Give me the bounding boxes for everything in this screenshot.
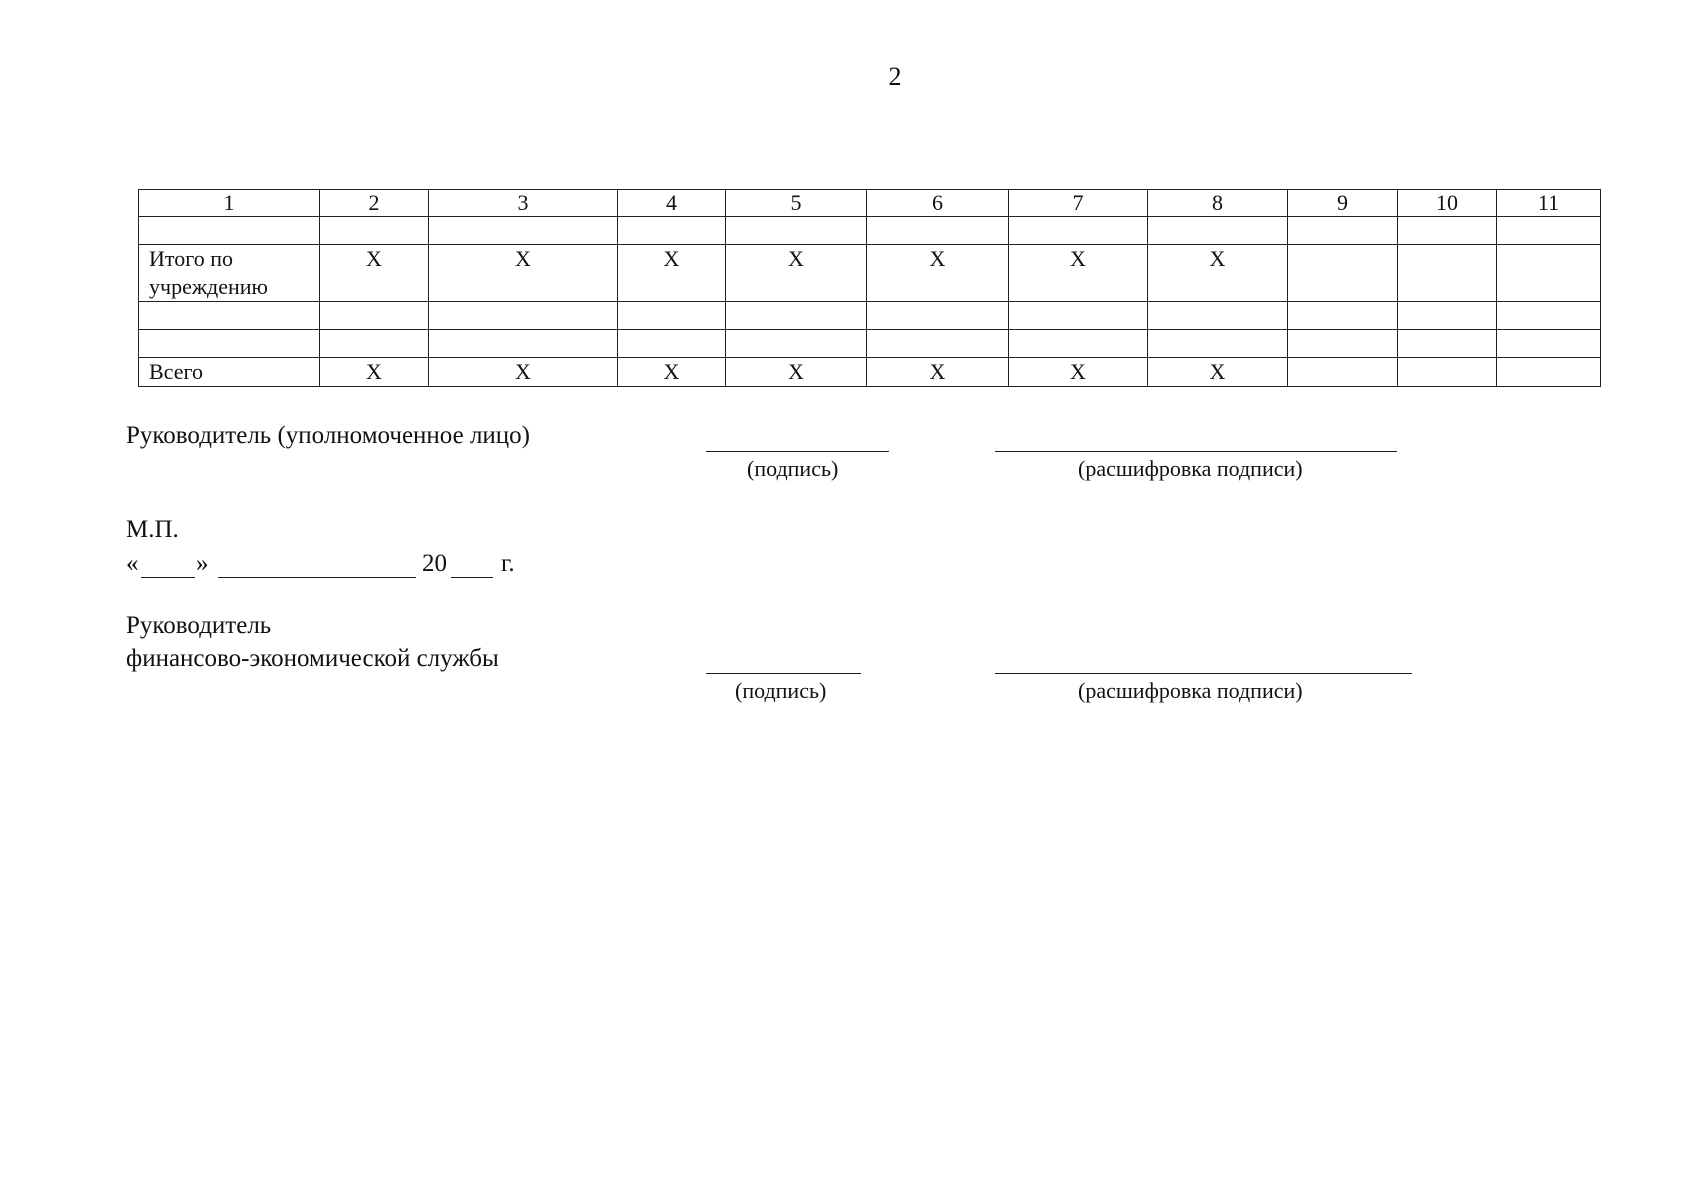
table-cell (1497, 245, 1601, 302)
date-year-suffix: г. (501, 550, 515, 577)
column-number-cell: 7 (1009, 190, 1148, 217)
table-cell (867, 217, 1009, 245)
signature-decode-line (995, 673, 1412, 674)
table-cell (867, 330, 1009, 358)
signature-decode-line (995, 451, 1397, 452)
page-number: 2 (888, 62, 902, 91)
table-cell (1497, 217, 1601, 245)
column-number-cell: 11 (1497, 190, 1601, 217)
table-cell: X (320, 245, 429, 302)
table-cell (726, 302, 867, 330)
table-cell (1398, 245, 1497, 302)
signature-line (706, 673, 861, 674)
table-row (139, 217, 1601, 245)
column-number-cell: 1 (139, 190, 320, 217)
table-cell (429, 217, 618, 245)
column-number-cell: 9 (1288, 190, 1398, 217)
table-cell (867, 302, 1009, 330)
column-number-cell: 10 (1398, 190, 1497, 217)
budget-table (138, 189, 1601, 387)
finance-head-label-line2: финансово-экономической службы (126, 645, 499, 672)
row-label-cell (139, 330, 320, 358)
table-cell (726, 330, 867, 358)
table-cell (1288, 217, 1398, 245)
date-month-line (218, 577, 416, 578)
table-row (139, 358, 1601, 387)
table-cell (1497, 302, 1601, 330)
table-header-row (139, 190, 1601, 217)
signature-decode-caption: (расшифровка подписи) (1078, 456, 1303, 481)
table-cell: X (429, 245, 618, 302)
table-cell (1288, 302, 1398, 330)
table-row (139, 245, 1601, 302)
table-row (139, 302, 1601, 330)
row-label-cell: Всего (139, 358, 320, 387)
table-cell (1009, 330, 1148, 358)
date-close-quote: » (196, 550, 209, 577)
table-cell (320, 217, 429, 245)
table-cell: X (726, 358, 867, 387)
table-cell (1148, 217, 1288, 245)
table-cell (1288, 358, 1398, 387)
table-cell (320, 302, 429, 330)
column-number-cell: 8 (1148, 190, 1288, 217)
table-cell (320, 330, 429, 358)
table-cell (618, 217, 726, 245)
table-cell: X (726, 245, 867, 302)
date-day-line (141, 577, 195, 578)
table-cell (1497, 358, 1601, 387)
row-label-cell (139, 217, 320, 245)
table-cell: X (1148, 245, 1288, 302)
table-cell: X (1009, 358, 1148, 387)
signature-line (706, 451, 889, 452)
signature-caption: (подпись) (747, 456, 839, 481)
date-open-quote: « (126, 550, 139, 577)
table-cell (726, 217, 867, 245)
table-cell: X (867, 358, 1009, 387)
finance-head-label-line1: Руководитель (126, 612, 272, 639)
table-cell: X (320, 358, 429, 387)
table-cell (1288, 245, 1398, 302)
table-cell (429, 330, 618, 358)
table-cell: X (867, 245, 1009, 302)
table-cell (1148, 330, 1288, 358)
table-cell (1398, 217, 1497, 245)
column-number-cell: 6 (867, 190, 1009, 217)
table-cell (1288, 330, 1398, 358)
table-cell (1398, 330, 1497, 358)
table-cell (429, 302, 618, 330)
row-label-cell: Итого по учреждению (139, 245, 320, 302)
column-number-cell: 3 (429, 190, 618, 217)
table-cell: X (618, 358, 726, 387)
table-cell (1497, 330, 1601, 358)
row-label-cell (139, 302, 320, 330)
head-label: Руководитель (уполномоченное лицо) (126, 422, 531, 449)
table-cell (1148, 302, 1288, 330)
table-cell (1398, 358, 1497, 387)
table-row (139, 330, 1601, 358)
column-number-cell: 5 (726, 190, 867, 217)
table-cell (1009, 217, 1148, 245)
signature-decode-caption: (расшифровка подписи) (1078, 678, 1303, 703)
date-year-prefix: 20 (422, 550, 447, 577)
table-body (139, 190, 1601, 387)
table-cell (1398, 302, 1497, 330)
signature-caption: (подпись) (735, 678, 827, 703)
date-year-line (451, 577, 493, 578)
table-cell (1009, 302, 1148, 330)
column-number-cell: 2 (320, 190, 429, 217)
table-cell: X (1148, 358, 1288, 387)
table-cell: X (429, 358, 618, 387)
table-cell: X (1009, 245, 1148, 302)
table-cell: X (618, 245, 726, 302)
table-cell (618, 330, 726, 358)
stamp-label: М.П. (126, 516, 179, 543)
column-number-cell: 4 (618, 190, 726, 217)
table-cell (618, 302, 726, 330)
